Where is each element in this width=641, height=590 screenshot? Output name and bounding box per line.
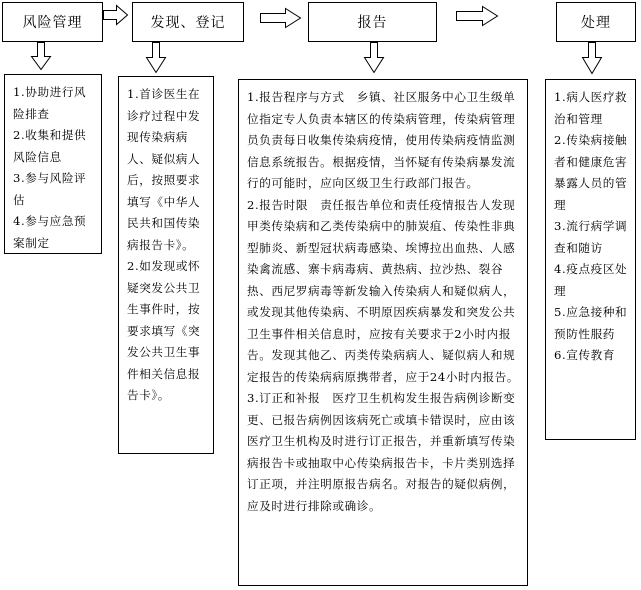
risk-item-4: 4.参与应急预案制定 bbox=[13, 214, 87, 250]
arrow-discover-to-report bbox=[261, 9, 301, 28]
arrow-down-handling bbox=[583, 43, 602, 74]
header-discover-register-label: 发现、登记 bbox=[150, 15, 226, 31]
report-item-1: 1.报告程序与方式 乡镇、社区服务中心卫生级单位指定专人负责本辖区的传染病管理，传染病管理员负责每日收集传染病疫情，使用传染病疫情监测信息系统报告。根据疫情，当怀疑有传染病暴发流行的可能时，应向区级卫生行政部门报告。 bbox=[247, 90, 516, 190]
handling-item-4: 4.疫点疫区处理 bbox=[554, 262, 628, 298]
header-handling-label: 处理 bbox=[581, 15, 611, 31]
handling-item-6: 6.宣传教育 bbox=[554, 348, 616, 362]
risk-item-2: 2.收集和提供风险信息 bbox=[13, 128, 87, 164]
report-item-2: 2.报告时限 责任报告单位和责任疫情报告人发现甲类传染病和乙类传染病中的肺炭疽、传染性非典型肺炎、新型冠状病毒感染、埃博拉出血热、人感染禽流感、寨卡病毒病、黄热病、拉沙热、裂谷热、西尼罗病毒等新发输入传染病人和疑似病人，或发现其他传染病、不明原因疾病暴发和突发公共卫生事件相关信息时，应按有关要求于2小时内报告。发现其他乙、丙类传染病病人、疑似病人和规定报告的传染病病原携带者，应于24小时内报告。 bbox=[247, 197, 520, 384]
risk-item-3: 3.参与风险评估 bbox=[13, 171, 87, 207]
header-report-label: 报告 bbox=[357, 15, 388, 31]
handling-item-2: 2.传染病接触者和健康危害暴露人员的管理 bbox=[554, 133, 628, 212]
report-item-3: 3.订正和补报 医疗卫生机构发生报告病例诊断变更、已报告病例因该病死亡或填卡错误时，应由该医疗卫生机构及时进行订正报告，并重新填写传染病报告卡或抽取中心传染病报告卡，卡片类别选择订正项，并注明原报告病名。对报告的疑似病例，应及时进行排除或确诊。 bbox=[247, 391, 516, 513]
header-risk-management-label: 风险管理 bbox=[22, 15, 83, 31]
arrow-risk-to-discover bbox=[104, 6, 128, 25]
handling-item-3: 3.流行病学调查和随访 bbox=[554, 219, 628, 255]
handling-item-1: 1.病人医疗救治和管理 bbox=[554, 90, 628, 126]
discover-item-2: 2.如发现或怀疑突发公共卫生事件时，按要求填写《突发公共卫生事件相关信息报告卡》。 bbox=[127, 259, 201, 402]
discover-item-1: 1.首诊医生在诊疗过程中发现传染病病人、疑似病人后，按照要求填写《中华人民共和国传染病报告卡》。 bbox=[127, 87, 201, 252]
arrow-report-to-handling bbox=[457, 7, 498, 26]
handling-item-5: 5.应急接种和预防性服药 bbox=[554, 305, 628, 341]
arrow-down-discover bbox=[147, 43, 166, 73]
arrow-down-risk bbox=[32, 43, 51, 70]
arrow-down-report bbox=[365, 43, 384, 73]
risk-item-1: 1.协助进行风险排查 bbox=[13, 85, 87, 121]
